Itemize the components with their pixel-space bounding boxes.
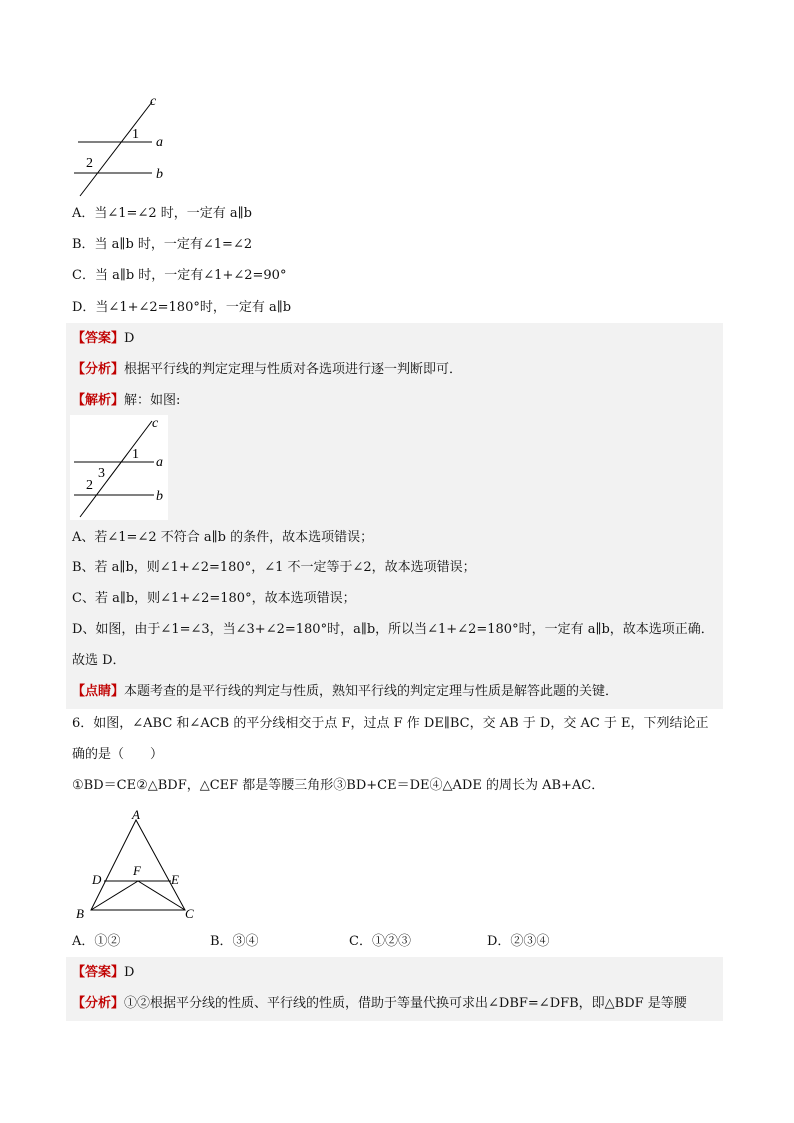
analysis-tag: 【分析】 — [72, 996, 125, 1011]
figure-parallel-lines — [68, 90, 178, 200]
solution-5 — [72, 393, 180, 409]
option-d-5: D．当∠1+∠2=180°时，一定有 a∥b — [72, 300, 292, 315]
solution-choice: 故选 D． — [72, 653, 126, 668]
label-1: 1 — [132, 127, 139, 142]
answer-text: D — [124, 965, 135, 980]
label-2: 2 — [86, 478, 93, 493]
label-F: F — [133, 863, 141, 878]
option-d-6: D．②③④ — [487, 934, 550, 949]
label-B: B — [76, 906, 84, 921]
option-b-6: B．③④ — [210, 934, 259, 949]
label-3: 3 — [98, 466, 105, 481]
label-C: C — [185, 906, 194, 921]
option-b-5: B．当 a∥b 时，一定有∠1=∠2 — [72, 237, 253, 252]
figure-parallel-lines-solution — [70, 415, 168, 520]
label-A: A — [132, 807, 140, 822]
analysis-6 — [72, 996, 687, 1012]
figure-triangle — [72, 806, 202, 924]
option-a-5: A．当∠1=∠2 时，一定有 a∥b — [72, 206, 252, 221]
label-a: a — [156, 135, 163, 150]
analysis-5 — [72, 362, 462, 378]
answer-6 — [72, 965, 134, 981]
question-6-line3: ①BD＝CE②△BDF，△CEF 都是等腰三角形③BD+CE＝DE④△ADE 的周长为 AB+AC． — [72, 778, 605, 793]
solution-text: 解：如图: — [124, 393, 181, 408]
question-6-line2: 确的是（ ） — [72, 747, 164, 762]
label-c: c — [150, 94, 157, 109]
analysis-text: 根据平行线的判定定理与性质对各选项进行逐一判断即可． — [124, 362, 463, 377]
answer-tag: 【答案】 — [72, 331, 125, 346]
point-5 — [72, 684, 618, 700]
point-text: 本题考查的是平行线的判定与性质，熟知平行线的判定定理与性质是解答此题的关键． — [124, 684, 619, 699]
label-b: b — [156, 167, 163, 182]
question-6-line1: 6．如图，∠ABC 和∠ACB 的平分线相交于点 F，过点 F 作 DE∥BC，交 AB 于 D，交 AC 于 E，下列结论正 — [72, 716, 709, 731]
label-D: D — [92, 872, 102, 887]
option-c-5: C．当 a∥b 时，一定有∠1+∠2=90° — [72, 268, 287, 283]
label-b: b — [156, 489, 163, 504]
option-c-6: C．①②③ — [349, 934, 411, 949]
solution-line-b: B、若 a∥b，则∠1+∠2=180°，∠1 不一定等于∠2，故本选项错误； — [72, 560, 476, 575]
solution-tag: 【解析】 — [72, 393, 125, 408]
label-c: c — [152, 416, 159, 431]
analysis-tag: 【分析】 — [72, 362, 125, 377]
answer-5 — [72, 331, 134, 347]
solution-line-c: C、若 a∥b，则∠1+∠2=180°，故本选项错误； — [72, 591, 356, 606]
option-a-6: A．①② — [72, 934, 121, 949]
solution-line-d: D、如图，由于∠1=∠3，当∠3+∠2=180°时，a∥b，所以当∠1+∠2=180°时，一定有 a∥b，故本选项正确． — [72, 622, 714, 637]
label-E: E — [171, 872, 179, 887]
analysis-text: ①②根据平分线的性质、平行线的性质，借助于等量代换可求出∠DBF=∠DFB，即△BDF 是等腰 — [124, 996, 687, 1011]
label-2: 2 — [86, 156, 93, 171]
label-1: 1 — [132, 447, 139, 462]
answer-tag: 【答案】 — [72, 965, 125, 980]
label-a: a — [156, 455, 163, 470]
point-tag: 【点睛】 — [72, 684, 125, 699]
answer-text: D — [124, 331, 135, 346]
solution-line-a: A、若∠1=∠2 不符合 a∥b 的条件，故本选项错误； — [72, 530, 374, 545]
